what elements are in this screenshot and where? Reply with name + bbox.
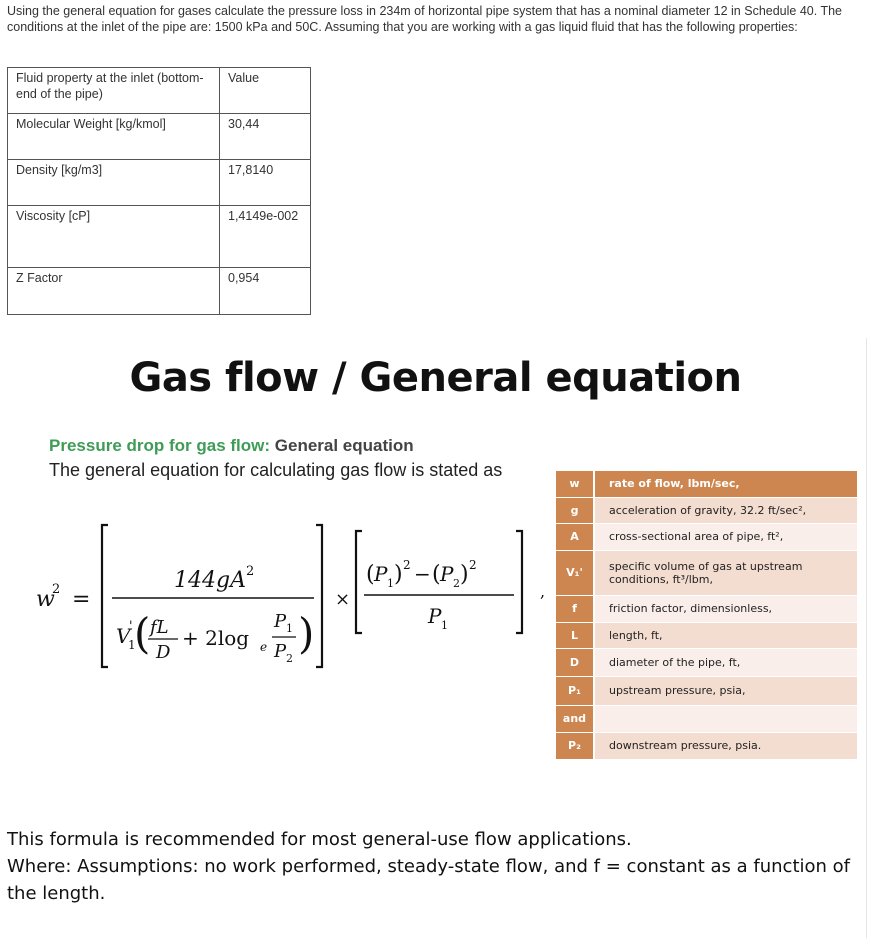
formula-v1-prime: ' bbox=[129, 619, 133, 634]
property-cell: Viscosity [cP] bbox=[8, 206, 220, 268]
legend-row bbox=[556, 523, 857, 550]
formula-num-p2-sub: 2 bbox=[453, 577, 460, 590]
value-cell: 30,44 bbox=[220, 114, 311, 160]
general-equation-formula bbox=[32, 515, 552, 675]
legend-definition: acceleration of gravity, 32.2 ft/sec², bbox=[594, 497, 857, 523]
legend-symbol: L bbox=[556, 622, 594, 648]
formula-p1-top-sub: 1 bbox=[286, 622, 293, 635]
formula-fL: fL bbox=[150, 617, 169, 638]
legend-symbol: w bbox=[556, 471, 594, 497]
table-row bbox=[8, 268, 311, 315]
legend-definition: upstream pressure, psia, bbox=[594, 676, 857, 705]
formula-den-p1-sub: 1 bbox=[441, 619, 448, 632]
legend-definition: rate of flow, lbm/sec, bbox=[594, 471, 857, 497]
formula-p2-bottom-sub: 2 bbox=[286, 652, 293, 665]
formula-D: D bbox=[156, 642, 171, 663]
legend-definition: length, ft, bbox=[594, 622, 857, 648]
legend-symbol: P₂ bbox=[556, 732, 594, 759]
left-bracket-2 bbox=[356, 531, 362, 633]
formula-numerator-exp: 2 bbox=[246, 564, 255, 579]
table-row bbox=[8, 206, 311, 268]
legend-definition: cross-sectional area of pipe, ft², bbox=[594, 523, 857, 550]
paren-open-p2: ( bbox=[432, 562, 441, 587]
formula-equals: = bbox=[72, 587, 91, 612]
table-row bbox=[8, 114, 311, 160]
formula-w: w bbox=[36, 587, 55, 612]
formula-minus: − bbox=[414, 562, 431, 586]
legend-symbol: and bbox=[556, 705, 594, 732]
paren-close-p1: ) bbox=[394, 562, 403, 587]
formula-den-p1: P bbox=[428, 604, 442, 628]
table-header-row bbox=[8, 68, 311, 114]
right-bracket-2 bbox=[516, 531, 522, 633]
heading-green-part: Pressure drop for gas flow: bbox=[49, 436, 271, 455]
formula-comma: , bbox=[540, 582, 546, 601]
formula-2log: + 2log bbox=[182, 626, 250, 650]
formula-numerator: 144gA bbox=[174, 568, 246, 593]
formula-p1-top: P bbox=[274, 611, 287, 632]
legend-definition bbox=[594, 705, 857, 732]
header-property: Fluid property at the inlet (bottom-end of the pipe) bbox=[8, 68, 220, 114]
value-cell: 0,954 bbox=[220, 268, 311, 315]
property-cell: Molecular Weight [kg/kmol] bbox=[8, 114, 220, 160]
legend-definition: specific volume of gas at upstream conditions, ft³/lbm, bbox=[594, 550, 857, 595]
footer-line-1: This formula is recommended for most general-use flow applications. bbox=[7, 829, 632, 850]
legend-row bbox=[556, 622, 857, 648]
legend-row bbox=[556, 705, 857, 732]
legend-definition: diameter of the pipe, ft, bbox=[594, 648, 857, 676]
right-bracket-1 bbox=[316, 525, 322, 667]
legend-row bbox=[556, 497, 857, 523]
right-paren: ) bbox=[298, 609, 315, 658]
formula-times: × bbox=[335, 589, 351, 610]
variable-legend bbox=[556, 471, 857, 760]
value-cell: 17,8140 bbox=[220, 160, 311, 206]
paren-open-p1: ( bbox=[366, 562, 375, 587]
formula-num-p1-exp: 2 bbox=[403, 558, 411, 572]
footer-line-2: Where: Assumptions: no work performed, steady-state flow, and f = constant as a function of the length. bbox=[7, 856, 850, 904]
formula-v1: V bbox=[116, 624, 131, 648]
legend-definition: friction factor, dimensionless, bbox=[594, 595, 857, 622]
value-cell: 1,4149e-002 bbox=[220, 206, 311, 268]
fluid-properties-table bbox=[7, 67, 311, 315]
legend-row bbox=[556, 732, 857, 759]
legend-row bbox=[556, 648, 857, 676]
legend-symbol: f bbox=[556, 595, 594, 622]
legend-symbol: P₁ bbox=[556, 676, 594, 705]
problem-statement: Using the general equation for gases calculate the pressure loss in 234m of horizontal pipe system that has a nominal diameter 12 in Schedule 40. The conditions at the inlet of the pipe are: 1500 kPa and 50C. Assuming that you are working with a gas liquid fluid that has the following properties: bbox=[7, 4, 842, 34]
formula-v1-sub: 1 bbox=[128, 638, 136, 652]
formula-num-p2-exp: 2 bbox=[469, 558, 477, 572]
formula-num-p2: P bbox=[440, 562, 454, 586]
formula-num-p1: P bbox=[374, 562, 388, 586]
formula-log-base: e bbox=[260, 640, 268, 654]
legend-symbol: A bbox=[556, 523, 594, 550]
legend-row bbox=[556, 471, 857, 497]
equation-description: The general equation for calculating gas flow is stated as bbox=[49, 460, 503, 480]
pressure-drop-heading bbox=[49, 436, 414, 456]
heading-rest-part: General equation bbox=[270, 436, 414, 455]
formula-p2-bottom: P bbox=[274, 641, 287, 662]
formula-num-p1-sub: 1 bbox=[387, 577, 394, 590]
header-value: Value bbox=[220, 68, 311, 114]
legend-symbol: g bbox=[556, 497, 594, 523]
legend-row bbox=[556, 595, 857, 622]
legend-symbol: D bbox=[556, 648, 594, 676]
property-cell: Density [kg/m3] bbox=[8, 160, 220, 206]
table-row bbox=[8, 160, 311, 206]
left-paren: ( bbox=[134, 609, 151, 658]
legend-row bbox=[556, 550, 857, 595]
legend-row bbox=[556, 676, 857, 705]
slide-title: Gas flow / General equation bbox=[129, 355, 742, 401]
formula-exp: 2 bbox=[52, 582, 61, 597]
paren-close-p2: ) bbox=[460, 562, 469, 587]
left-bracket-1 bbox=[102, 525, 108, 667]
legend-symbol: V₁' bbox=[556, 550, 594, 595]
property-cell: Z Factor bbox=[8, 268, 220, 315]
footer-notes bbox=[7, 826, 857, 907]
legend-definition: downstream pressure, psia. bbox=[594, 732, 857, 759]
page-divider bbox=[866, 338, 867, 938]
